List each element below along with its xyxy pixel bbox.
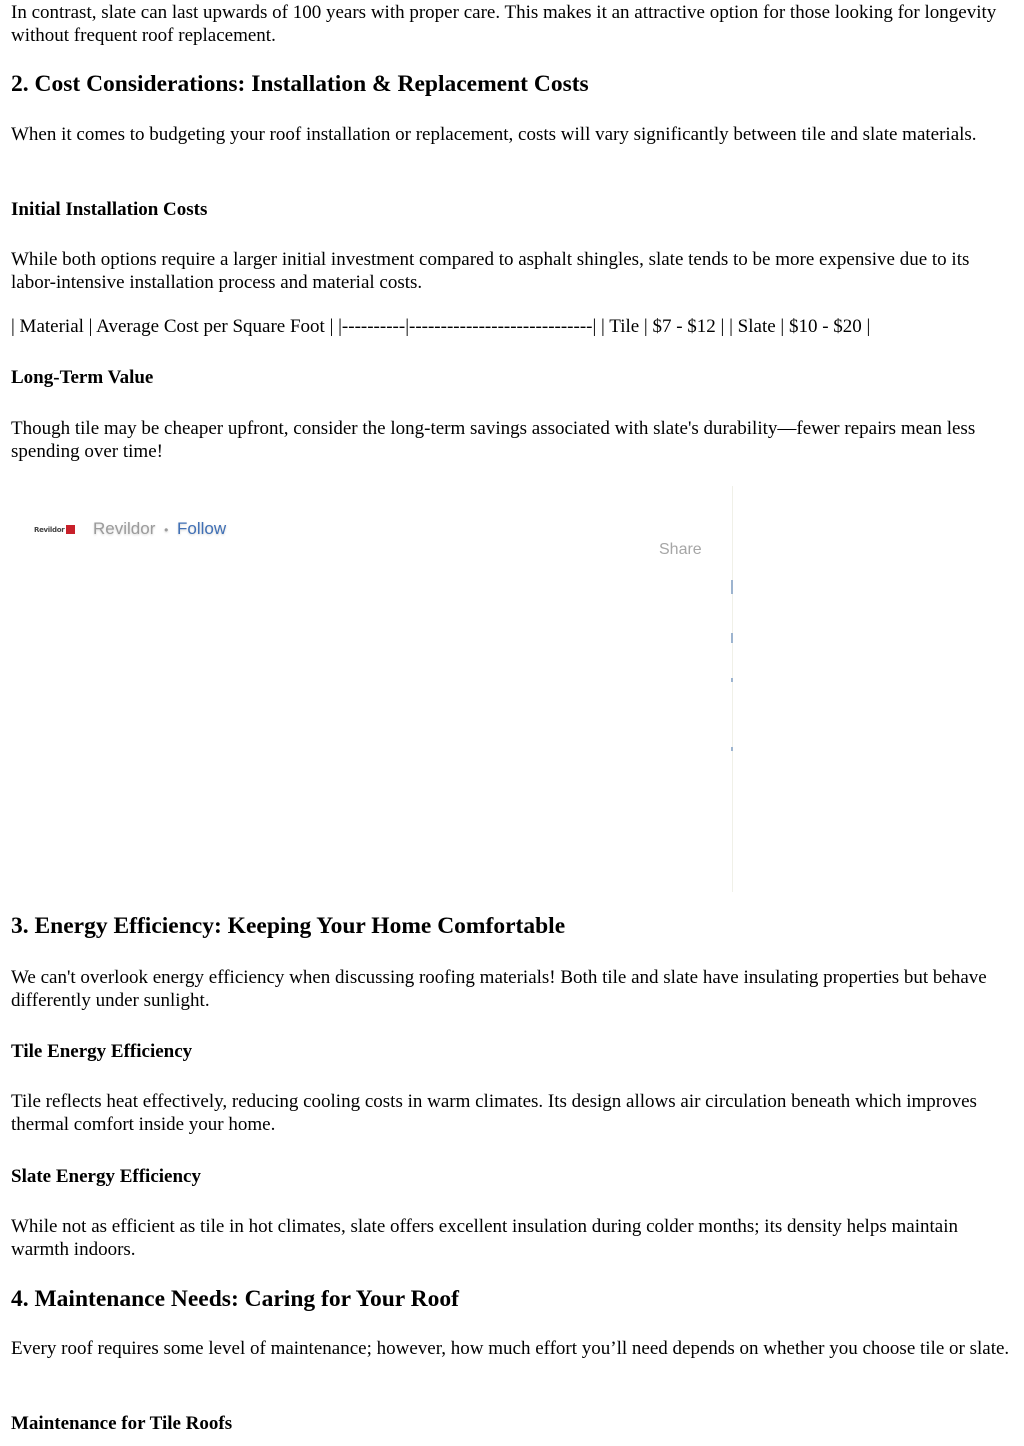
initial-costs-paragraph: While both options require a larger initial investment compared to asphalt shingles, slate tends to be more expensive due to its labor-intensive installation process and material costs. [11,249,970,293]
embed-marker [731,747,733,751]
initial-costs-heading: Initial Installation Costs [11,199,208,220]
embed-marker [731,678,733,682]
channel-logo[interactable] [34,523,78,536]
tile-energy-heading: Tile Energy Efficiency [11,1041,193,1062]
channel-logo-text: Revildor [34,525,65,534]
video-embed[interactable] [11,486,733,892]
cost-table-text: | Material | Average Cost per Square Foot | |----------|-----------------------------| | Tile | $7 - $12 | | Slate | $10 - $20 | [11,316,871,337]
brand-mark-icon [66,525,75,534]
long-term-value-heading: Long-Term Value [11,367,154,388]
slate-energy-heading: Slate Energy Efficiency [11,1166,201,1187]
long-term-value-paragraph: Though tile may be cheaper upfront, consider the long-term savings associated with slate's durability—fewer repairs mean less spending over time! [11,418,976,462]
section-4-heading: 4. Maintenance Needs: Caring for Your Roof [11,1286,459,1312]
section-4-paragraph: Every roof requires some level of maintenance; however, how much effort you’ll need depends on whether you choose tile or slate. [11,1338,1010,1359]
section-2-heading: 2. Cost Considerations: Installation & Replacement Costs [11,71,589,97]
separator-dot: • [164,523,169,537]
tile-energy-paragraph: Tile reflects heat effectively, reducing cooling costs in warm climates. Its design allows air circulation beneath which improves thermal comfort inside your home. [11,1091,977,1135]
channel-name[interactable]: Revildor [93,519,156,538]
embed-marker [731,633,733,643]
channel-info [93,519,226,539]
share-button[interactable]: Share [659,541,702,558]
intro-paragraph: In contrast, slate can last upwards of 100 years with proper care. This makes it an attractive option for those looking for longevity without frequent roof replacement. [11,2,997,46]
section-2-paragraph: When it comes to budgeting your roof installation or replacement, costs will vary significantly between tile and slate materials. [11,124,977,145]
slate-energy-paragraph: While not as efficient as tile in hot climates, slate offers excellent insulation during colder months; its density helps maintain warmth indoors. [11,1216,958,1260]
embed-marker [731,580,733,594]
follow-button[interactable]: Follow [177,519,227,538]
section-3-heading: 3. Energy Efficiency: Keeping Your Home Comfortable [11,913,566,939]
embed-divider [732,486,733,892]
section-3-paragraph: We can't overlook energy efficiency when discussing roofing materials! Both tile and slate have insulating properties but behave differently under sunlight. [11,967,987,1011]
tile-maintenance-heading: Maintenance for Tile Roofs [11,1413,233,1434]
